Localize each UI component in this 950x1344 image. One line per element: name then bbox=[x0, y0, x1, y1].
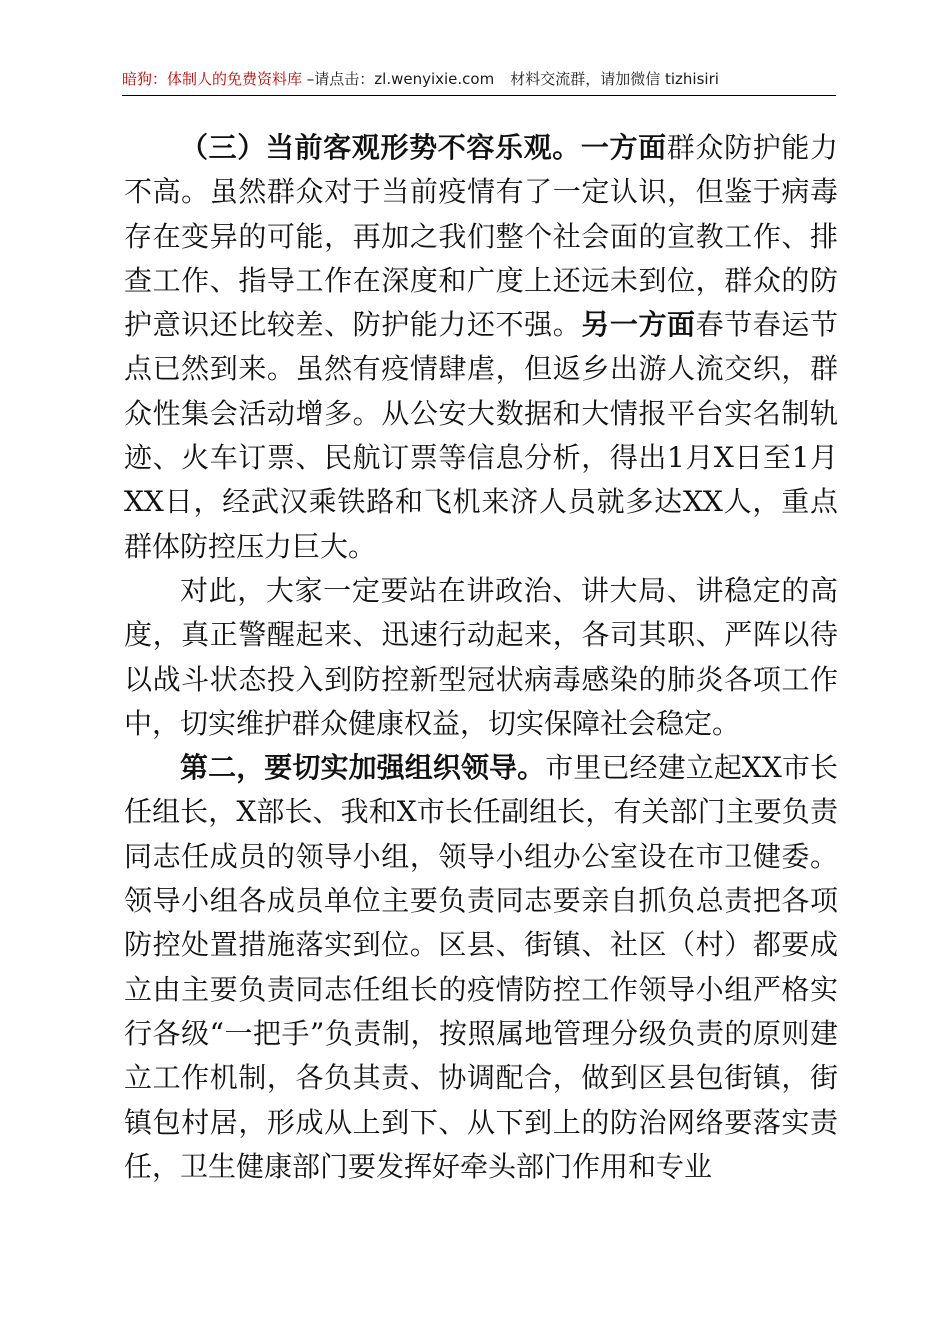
paragraph-call-to-action bbox=[124, 569, 838, 746]
paragraph-emphasis: 另一方面 bbox=[581, 308, 696, 342]
header-divider bbox=[122, 95, 836, 96]
paragraph-text: 群众防护能力不高。虽然群众对于当前疫情有了一定认识，但鉴于病毒存在变异的可能，再加之我们整个社会面的宣教工作、排查工作、指导工作在深度和广度上还远未到位，群众的防护意识还比较差、防护能力还不强。 bbox=[124, 131, 838, 342]
page-header bbox=[122, 68, 836, 96]
document-body bbox=[124, 126, 838, 1189]
header-site-name: 暗狗：体制人的免费资料库 bbox=[122, 70, 303, 88]
paragraph-situation bbox=[124, 126, 838, 569]
paragraph-heading: 第二，要切实加强组织领导。 bbox=[180, 751, 546, 785]
paragraph-text: 春节春运节点已然到来。虽然有疫情肆虐，但返乡出游人流交织，群众性集会活动增多。从公安大数据和大情报平台实名制轨迹、火车订票、民航订票等信息分析，得出1月X日至1月XX日，经武汉乘铁路和飞机来济人员就多达XX人，重点群体防控压力巨大。 bbox=[124, 308, 838, 563]
paragraph-heading: （三）当前客观形势不容乐观。一方面 bbox=[180, 131, 667, 164]
paragraph-text: 对此，大家一定要站在讲政治、讲大局、讲稳定的高度，真正警醒起来、迅速行动起来，各司其职、严阵以待以战斗状态投入到防控新型冠状病毒感染的肺炎各项工作中，切实维护群众健康权益，切实保障社会稳定。 bbox=[124, 573, 838, 740]
header-link-text[interactable]: –请点击：zl.wenyixie.com bbox=[302, 70, 495, 88]
paragraph-organization bbox=[124, 746, 838, 1189]
paragraph-text: 市里已经建立起XX市长任组长，X部长、我和X市长任副组长，有关部门主要负责同志任成员的领导小组，领导小组办公室设在市卫健委。领导小组各成员单位主要负责同志要亲自抓负总责把各项防控处置措施落实到位。区县、街镇、社区（村）都要成立由主要负责同志任组长的疫情防控工作领导小组严格实行各级“一把手”负责制，按照属地管理分级负责的原则建立工作机制，各负其责、协调配合，做到区县包街镇，街镇包村居，形成从上到下、从下到上的防治网络要落实责任，卫生健康部门要发挥好牵头部门作用和专业 bbox=[124, 751, 838, 1183]
header-contact-text: 材料交流群，请加微信 tizhisiri bbox=[510, 70, 719, 88]
